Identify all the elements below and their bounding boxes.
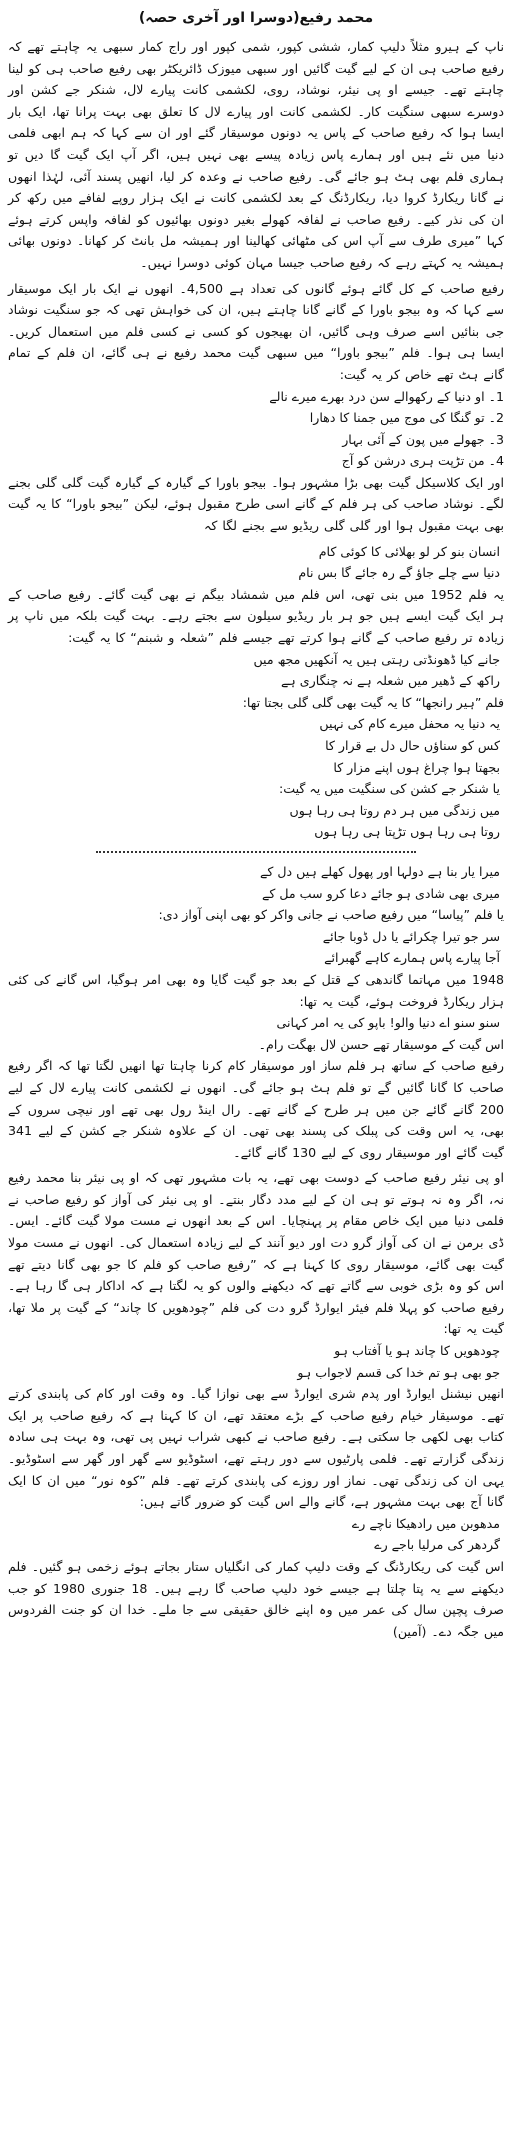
verse-block: [8, 926, 504, 969]
verse-block: [8, 1513, 504, 1556]
verse-line: کس کو سناؤں حال دل بے قرار کا: [325, 738, 500, 753]
verse-line: چودھویں کا چاند ہو یا آفتاب ہو: [334, 1343, 500, 1359]
article-title: محمد رفیع(دوسرا اور آخری حصہ): [138, 10, 374, 26]
paragraph-classical-song: اور ایک کلاسیکل گیت بھی بڑا مشہور ہوا۔ بیجو باورا کے گیارہ کے گیارہ گیت گلی گلی بجنے لگے۔ نوشاد صاحب کی ہر فلم کے گانے اسی طرح مقبول ہوئے، لیکن ”بیجو باورا“ کا یہ گیت بھی بہت مقبول ہوا اور گلی گلی ریڈیو سے بجنے لگا کہ: [8, 474, 504, 534]
verse-line: یا شنکر جے کشن کی سنگیت میں یہ گیت:: [279, 781, 500, 797]
verse-block: [8, 541, 504, 584]
paragraph-song-count: رفیع صاحب کے کل گائے ہوئے گانوں کی تعداد ہے 4,500۔ انھوں نے ایک بار ایک موسیقار سے کہا کہ وہ بیجو باورا کے گانے گانا چاہتے ہیں، ان کی خواہش تھی کہ جو سنگیت نوشاد جی بنائیں اسے صرف وہی گائیں، ان بھیجوں کو کسی نے کسی فلم میں استعمال کریں۔ ایسا ہی ہوا۔ فلم ”بیجو باورا“ میں سبھی گیت محمد رفیع نے ہی گائے، ان فلم کے تمام گانے ہٹ تھے خاص کر یہ گیت:: [8, 280, 505, 382]
list-item: 4۔ من تڑپت ہری درشن کو آج: [341, 453, 504, 469]
pyaasa-intro: یا فلم ”پیاسا“ میں رفیع صاحب نے جانی واکر کو بھی اپنی آواز دی:: [158, 907, 504, 923]
verse-line: سنو سنو اے دنیا والو! باپو کی یہ امر کہانی: [276, 1015, 500, 1031]
list-item: 3۔ جھولے میں پون کے آئی بہار: [342, 431, 504, 447]
verse-line: میری بھی شادی ہو جائے دعا کرو سب مل کے: [262, 885, 500, 901]
verse-line: میرا یار بنا ہے دولہا اور پھول کھلے ہیں دل کے: [260, 863, 500, 879]
verse-line: راکھ کے ڈھیر میں شعلہ ہے نہ چنگاری ہے: [281, 673, 500, 689]
verse-line: گردھر کی مرلیا باجے رے: [374, 1537, 500, 1553]
paragraph-op-nayyar: او پی نیئر رفیع صاحب کے دوست بھی تھے، یہ بات مشہور تھی کہ او پی نیئر بنا محمد رفیع نہ، اگر وہ نہ ہوتے تو ہی ان کے لیے مدد دگار بنتے۔ او پی نیئر کی آواز کو رفیع صاحب نے فلمی دنیا میں ایک خاص مقام پر پہنچایا۔ اس کے بعد انھوں نے مست مولا گیت گائے۔ ایس۔ ڈی برمن نے ان کی آواز گرو دت اور دیو آنند کے لیے زیادہ استعمال کی۔ انھوں نے مست مولا گیت بھی گائے، موسیقار روی کا کہنا ہے کہ ”رفیع صاحب کو فلم کا جو بھی گانا دیتے تھے اس کو وہ بڑی خوبی سے گاتے تھے کہ دیکھنے والوں کو یہ لگتا ہے کہ اداکار ہی گا رہا ہے۔ رفیع صاحب کو پہلا فلم فیئر ایوارڈ گرو دت کی فلم ”چودھویں کا چاند“ کے گیت پر ملا تھا، گیت یہ تھا:: [8, 1170, 504, 1337]
verse-line: مدھوبن میں رادھیکا ناچے رے: [351, 1515, 500, 1531]
paragraph-closing: اس گیت کی ریکارڈنگ کے وقت دلیپ کمار کی انگلیاں ستار بجاتے ہوئے زخمی ہو گئیں۔ فلم دیکھنے سے یہ پتا چلتا ہے جیسے خود دلیپ صاحب گا رہے ہیں۔ 18 جنوری 1980 کو جب صرف پچپن سال کی عمر میں وہ اپنے خالق حقیقی سے جا ملے۔ خدا ان کو جنت الفردوس میں جگہ دے۔ (آمین): [8, 1558, 504, 1639]
verse-block: [8, 649, 504, 692]
verse-block: [8, 1340, 504, 1383]
verse-line: جو بھی ہو تم خدا کی قسم لاجواب ہو: [297, 1364, 500, 1380]
list-item: 2۔ تو گنگا کی موج میں جمنا کا دھارا: [309, 410, 504, 426]
verse-line: میں زندگی میں ہر دم روتا ہی رہا ہوں: [289, 802, 500, 818]
paragraph-1948-song: 1948 میں مہاتما گاندھی کے قتل کے بعد جو گیت گایا وہ بھی امر ہوگیا، اس گانے کی کئی ہزار ریکارڈ فروخت ہوئے، گیت یہ تھا:: [8, 971, 504, 1009]
paragraph-heroes: ناپ کے ہیرو مثلاً دلیپ کمار، ششی کپور، شمی کپور اور راج کمار سبھی یہ چاہتے تھے کہ رفیع صاحب ہی ان کے لیے گیت گائیں اور سبھی میوزک ڈائریکٹر بھی رفیع صاحب ہی کو لینا چاہتے تھے۔ جیسے او پی نیئر، نوشاد، روی، لکشمی کانت پیارے لال، شنکر جے کشن اور دوسرے سبھی سنگیت کار۔ لکشمی کانت اور پیارے لال کا تعلق بھی بہت پرانا تھا، ایک بار ایسا ہوا کہ رفیع صاحب کے پاس یہ دونوں موسیقار گئے اور ان سے کہا کہ ہم ابھی فلمی دنیا میں نئے ہیں اور ہمارے پاس زیادہ پیسے بھی نہیں ہیں، اگر آپ ایک گیت گا دیں تو ہماری فلم بھی ہٹ ہو جائے گی۔ رفیع صاحب نے وعدہ کر لیا، انھیں پسند آئی، لہٰذا انھوں نے گانا ریکارڈ کروا دیا، ریکارڈنگ کے بعد لکشمی کانت نے ایک ہزار روپے لفافے میں رکھ کر ان کی نذر کیے۔ رفیع صاحب نے لفافہ کھولے بغیر دونوں بھائیوں کو لفافہ واپس کرتے ہوئے کہا ”میری طرف سے آپ اس کی مٹھائی کھالینا اور ہمیشہ مل بانٹ کر کھانا۔ دونوں بھائی ہمیشہ یہ کہتے رہے کہ رفیع صاحب جیسا مہان کوئی دوسرا نہیں۔: [8, 39, 504, 270]
heer-ranjha-intro: فلم ”ہیر رانجھا“ کا یہ گیت بھی گلی گلی بجتا تھا:: [242, 694, 504, 710]
verse-block: [8, 713, 504, 843]
song-list: [8, 386, 504, 472]
paragraph-producers: رفیع صاحب کے ساتھ ہر فلم ساز اور موسیقار کام کرنا چاہتا تھا انھیں لگتا تھا کہ اگر رفیع صاحب کا گانا گائیں گے تو فلم ہٹ ہو جائے گی۔ انھوں نے لکشمی کانت پیارے لال کے لیے 200 گانے گائے جن میں ہر طرح کے گانے تھے۔ رال اینڈ رول بھی تھے اور نیچی سروں کے بھی، یہ اس وقت کی پبلک کی پسند بھی تھی۔ ان کے علاوہ شنکر جے کشن کے لیے 341 گیت گائے اور موسیقار روی کے لیے 130 گانے گائے۔: [8, 1058, 504, 1160]
dotted-divider: [96, 851, 416, 853]
verse-line: سر جو تیرا چکرائے یا دل ڈوبا جائے: [322, 928, 500, 944]
list-item: 1۔ او دنیا کے رکھوالے سن درد بھرے میرے نالے: [269, 388, 504, 404]
verse-line: یہ دنیا یہ محفل میرے کام کی نہیں: [319, 716, 500, 732]
verse-line: بجھتا ہوا چراغ ہوں اپنے مزار کا: [333, 759, 500, 775]
verse-block: [8, 1012, 504, 1034]
verse-line: آجا پیارے پاس ہمارے کاہے گھبرائے: [324, 950, 500, 966]
composer-credit: اس گیت کے موسیقار تھے حسن لال بھگت رام۔: [258, 1036, 504, 1052]
verse-line: جانے کیا ڈھونڈتی رہتی ہیں یہ آنکھیں مجھ میں: [253, 651, 500, 667]
verse-line: روتا ہی رہا ہوں تڑپتا ہی رہا ہوں: [314, 824, 500, 840]
paragraph-awards: انھیں نیشنل ایوارڈ اور پدم شری ایوارڈ سے بھی نوازا گیا۔ وہ وقت اور کام کی پابندی کرتے تھے۔ موسیقار خیام رفیع صاحب کے بڑے معتقد تھے، ان کا کہنا ہے کہ رفیع صاحب پر ایک کتاب بھی لکھی جا سکتی ہے۔ رفیع صاحب نے کبھی شراب نہیں پی تھی، وہ بہت ہی سادہ زندگی گزارتے تھے۔ فلمی پارٹیوں سے دور رہتے تھے، اسٹوڈیو سے گھر اور گھر سے اسٹوڈیو۔ یہی ان کی زندگی تھی۔ نماز اور روزے کی پابندی کرتے تھے۔ فلم ”کوہ نور“ میں ان کا ایک گانا آج بھی بہت مشہور ہے، گانے والے اس گیت کو ضرور گاتے ہیں:: [8, 1386, 504, 1510]
article: [8, 0, 504, 1642]
paragraph-1952-film: یہ فلم 1952 میں بنی تھی، اس فلم میں شمشاد بیگم نے بھی گیت گائے۔ رفیع صاحب کے ہر ایک گیت ایسے ہیں جو ہر بار ریڈیو سیلون سے بجتے رہے۔ بہت گیت بلکہ میں ناپ پر زیادہ تر رفیع صاحب کے گانے ہوا کرتے تھے جیسے فلم ”شعلہ و شبنم“ کا یہ گیت:: [8, 586, 504, 646]
verse-line: انسان بنو کر لو بھلائی کا کوئی کام: [318, 543, 500, 559]
verse-line: دنیا سے چلے جاؤ گے رہ جائے گا بس نام: [298, 565, 500, 581]
verse-block: [8, 861, 504, 904]
